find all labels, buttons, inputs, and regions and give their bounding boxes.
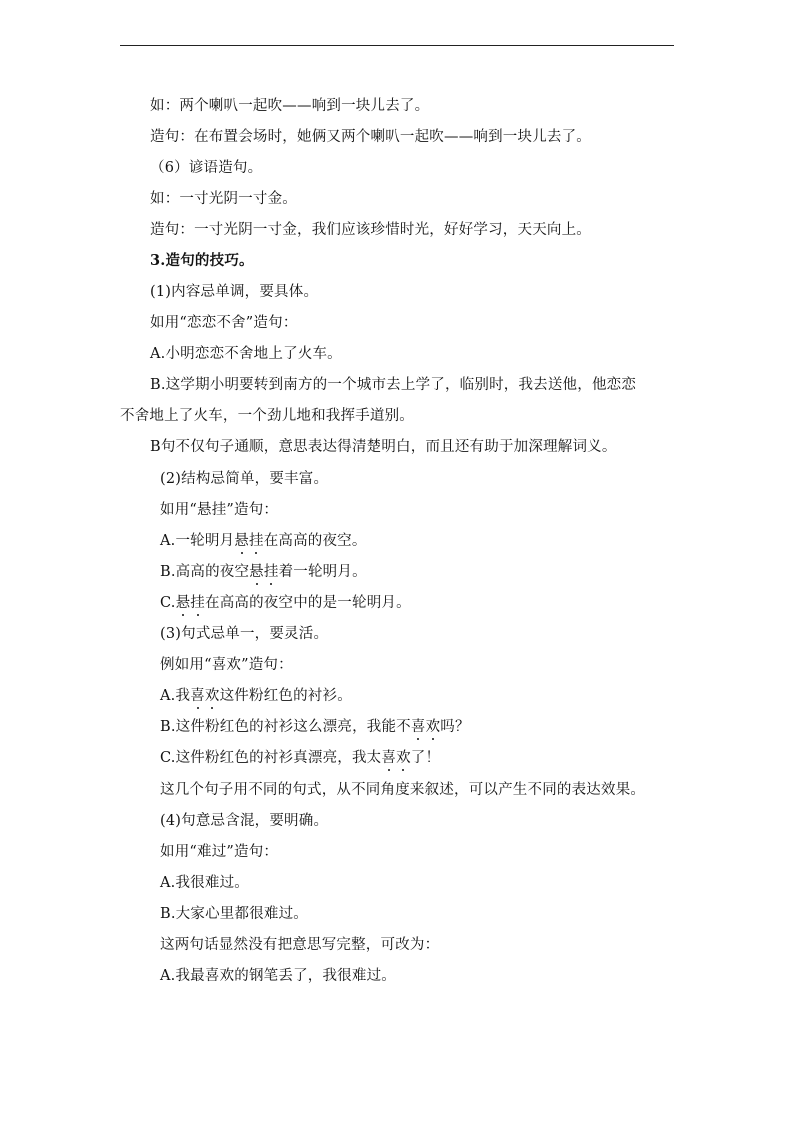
text-line: 如用“难过”造句：	[160, 844, 279, 860]
emphasis-dot-char: 挂	[248, 533, 264, 549]
text-line: 这两句话显然没有把意思写完整，可改为：	[160, 937, 440, 953]
segment: 在高高的夜空。	[263, 533, 367, 549]
text-line: (1)内容忌单调，要具体。	[150, 284, 319, 300]
emphasized-word	[381, 750, 410, 766]
emphasis-dot-char: 欢	[396, 750, 411, 766]
segment: A.一轮明月	[160, 533, 235, 549]
text-line: 这几个句子用不同的句式，从不同角度来叙述，可以产生不同的表达效果。	[160, 782, 646, 798]
text-line: 不舍地上了火车，一个劲儿地和我挥手道别。	[120, 408, 414, 424]
example-line	[160, 562, 367, 582]
text-line: 造句：一寸光阴一寸金，我们应该珍惜时光，好好学习，天天向上。	[150, 222, 591, 238]
emphasized-word	[249, 564, 278, 580]
text-line: (4)句意忌含混，要明确。	[160, 813, 329, 829]
segment: 这件粉红色的衬衫。	[219, 688, 352, 704]
emphasis-dot-char: 欢	[425, 719, 441, 735]
emphasized-word	[411, 719, 440, 735]
segment: 吗？	[440, 719, 470, 735]
segment: C.这件粉红色的衬衫真漂亮，我太	[160, 750, 382, 766]
text-line: 造句：在布置会场时，她俩又两个喇叭一起吹——响到一块儿去了。	[150, 129, 591, 145]
emphasized-word	[234, 533, 263, 549]
example-line	[160, 717, 470, 737]
segment: 着一轮明月。	[278, 564, 367, 580]
segment: 了！	[410, 750, 441, 766]
segment: B.高高的夜空	[160, 564, 250, 580]
emphasized-word	[176, 595, 205, 611]
example-line	[160, 593, 411, 613]
text-line: A.我很难过。	[160, 875, 249, 891]
emphasized-word	[190, 688, 219, 704]
text-line: A.小明恋恋不舍地上了火车。	[150, 346, 342, 362]
text-line: 如用“恋恋不舍”造句：	[150, 315, 298, 331]
emphasis-dot-char: 挂	[263, 564, 279, 580]
segment: C.	[160, 595, 176, 611]
text-line: B.这学期小明要转到南方的一个城市去上学了，临别时，我去送他，他恋恋	[150, 377, 637, 393]
section-heading: 3.造句的技巧。	[150, 252, 254, 269]
emphasis-dot-char: 悬	[175, 595, 191, 611]
text-line: 如用“悬挂”造句：	[160, 502, 279, 518]
text-line: （6）谚语造句。	[150, 160, 263, 176]
text-line: (2)结构忌简单，要丰富。	[160, 471, 329, 487]
text-line: B.大家心里都很难过。	[160, 906, 308, 922]
example-line	[160, 686, 352, 706]
segment: A.我	[160, 688, 191, 704]
emphasis-dot-char: 悬	[234, 533, 249, 549]
example-line	[160, 531, 367, 551]
text-line: A.我最喜欢的钢笔丢了，我很难过。	[160, 968, 396, 984]
text-line: 例如用“喜欢”造句：	[160, 657, 293, 673]
emphasis-dot-char: 欢	[204, 688, 220, 704]
emphasis-dot-char: 悬	[249, 564, 264, 580]
segment: 在高高的夜空中的是一轮明月。	[205, 595, 411, 611]
emphasis-dot-char: 喜	[410, 719, 426, 735]
segment: B.这件粉红色的衬衫这么漂亮，我能不	[160, 719, 411, 735]
text-line: B句不仅句子通顺，意思表达得清楚明白，而且还有助于加深理解词义。	[150, 439, 617, 455]
emphasis-dot-char: 喜	[381, 750, 397, 766]
text-line: (3)句式忌单一，要灵活。	[160, 626, 329, 642]
text-line: 如：两个喇叭一起吹——响到一块儿去了。	[150, 98, 430, 114]
header-rule	[120, 45, 674, 46]
text-line: 如：一寸光阴一寸金。	[150, 191, 297, 207]
emphasis-dot-char: 喜	[190, 688, 205, 704]
example-line	[160, 748, 440, 768]
emphasis-dot-char: 挂	[190, 595, 205, 611]
